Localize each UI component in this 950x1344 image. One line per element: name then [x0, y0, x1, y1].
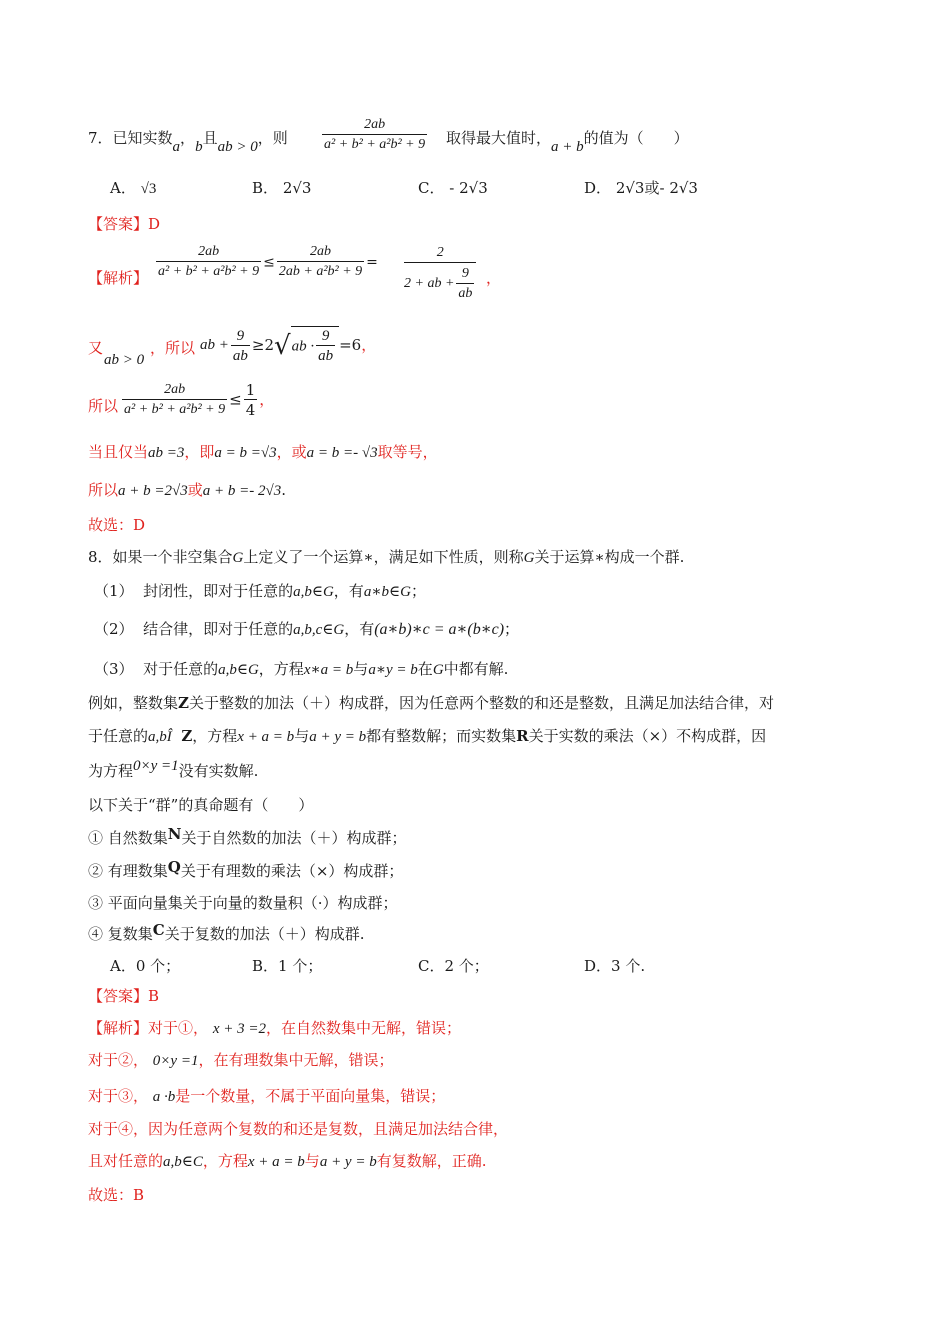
option-value: - 2√3: [449, 179, 488, 197]
frac-denominator: 4: [245, 401, 256, 419]
q8-choose: 故选：B: [88, 1186, 145, 1204]
q8-example-line1: [88, 693, 774, 713]
q8-statement-2: [88, 858, 404, 881]
expr-pre: ab +: [200, 337, 229, 353]
text: ，有: [344, 620, 375, 638]
q7-line2-cond: ab > 0: [104, 352, 145, 368]
text: 关于自然数的加法（＋）构成群；: [181, 829, 407, 847]
frac-numerator: 2ab: [198, 244, 220, 259]
math-bold: C: [152, 921, 165, 939]
frac-numerator: 9: [236, 327, 245, 344]
math: a,b,c∈G: [293, 622, 345, 638]
option-label: D．: [584, 179, 612, 197]
math: G: [523, 550, 535, 566]
frac-numerator: 1: [245, 381, 256, 399]
math: G: [432, 662, 444, 678]
q7-option-d: [584, 178, 698, 198]
math: a = b =- √3: [306, 445, 378, 461]
q8-answer: 【答案】B: [88, 987, 160, 1005]
math: x + 3 =2: [212, 1021, 266, 1037]
q7-line4: [88, 442, 438, 463]
q7-line3-so: 所以: [88, 397, 119, 415]
text: 在: [417, 660, 433, 678]
math: x + a = b: [247, 1154, 305, 1170]
frac-numerator: 2ab: [310, 244, 332, 259]
text: 对于①，: [148, 1019, 209, 1037]
q8-analysis-4: 对于④，因为任意两个复数的和还是复数，且满足加法结合律，: [88, 1120, 509, 1138]
math: 0×y =1: [152, 1053, 199, 1069]
math: a,b∈G: [293, 584, 334, 600]
text: 于任意的: [88, 727, 149, 745]
q7-analysis-line1-frac3: [404, 244, 476, 304]
q7-var-a: a: [172, 139, 181, 155]
text: 关于复数的加法（＋）构成群.: [164, 925, 365, 943]
q8-example-line2: [88, 726, 766, 747]
equals-six: =6: [339, 336, 362, 354]
text: 关于运算∗构成一个群.: [534, 548, 685, 566]
q7-condition: ab > 0: [217, 139, 258, 155]
eq-sign: =: [366, 254, 378, 271]
text: ，即: [184, 443, 215, 461]
math-bold: Z: [181, 727, 193, 745]
text: ，满足如下性质，则称: [373, 548, 524, 566]
frac-denominator-pre: 2 + ab +: [404, 275, 455, 291]
q7-frac-denominator: a² + b² + a²b² + 9: [322, 134, 427, 155]
q7-fraction: [320, 116, 429, 155]
option-label: B．: [252, 179, 279, 197]
math: a + y = b: [319, 1154, 377, 1170]
q8-option-d: D．3 个.: [584, 957, 646, 975]
q7-analysis-line1: [154, 243, 378, 282]
frac-denominator: ab: [231, 345, 250, 366]
q7-line3-expr: [120, 381, 274, 420]
label: （1）: [94, 582, 134, 600]
text: 上定义了一个运算: [243, 548, 364, 566]
sqrt-pre: ab ·: [291, 338, 315, 355]
q8-property-2: [94, 619, 519, 640]
text: ，方程: [258, 660, 304, 678]
option-value-2: - 2√3: [659, 179, 698, 197]
q7-var-b: b: [195, 139, 203, 155]
q7-comma: ，: [180, 129, 196, 147]
math: a = b =√3: [214, 445, 277, 461]
math-bold: N: [167, 825, 182, 843]
label: （3）: [94, 660, 134, 678]
q7-option-b: [252, 178, 311, 198]
text: 例如，整数集: [88, 694, 179, 712]
text: 8．如果一个非空集合: [88, 548, 233, 566]
q8-property-1: [94, 581, 426, 602]
option-or: 或: [644, 179, 660, 197]
text: ，方程: [202, 1152, 248, 1170]
option-label: A．: [110, 179, 136, 197]
frac-denominator: a² + b² + a²b² + 9: [122, 399, 227, 420]
q8-statement-3: ③ 平面向量集关于向量的数量积（·）构成群；: [88, 894, 398, 912]
text: ② 有理数集: [88, 862, 168, 880]
q7-answer: 【答案】D: [88, 215, 161, 233]
option-label: C．: [418, 179, 445, 197]
q7-choose: 故选：D: [88, 516, 146, 534]
text: 与: [353, 660, 369, 678]
q7-number: 7．已知实数: [88, 129, 173, 147]
frac-denominator: 2ab + a²b² + 9: [277, 261, 364, 282]
text: 封闭性，即对于任意的: [143, 582, 294, 600]
text: 关于实数的乘法（×）不构成群，因: [528, 727, 767, 745]
q7-stem: [88, 128, 288, 155]
text: 对于任意的: [143, 660, 219, 678]
q8-property-3: [94, 659, 508, 680]
q8-analysis-3: [88, 1086, 445, 1107]
math: ab =3: [148, 445, 185, 461]
math: a + b =- 2√3: [202, 483, 282, 499]
math: 0×y =1: [133, 758, 179, 774]
text: ，在自然数集中无解，错误；: [265, 1019, 461, 1037]
text: 中都有解.: [443, 660, 509, 678]
q7-sum: a + b: [551, 139, 584, 155]
option-value: √3: [140, 181, 157, 197]
text: .: [281, 481, 287, 499]
text: 关于整数的加法（＋）构成群，因为任意两个整数的和还是整数，且满足加法结合律，对: [188, 694, 774, 712]
q7-line1-end: ，: [486, 269, 502, 287]
math: G: [232, 550, 244, 566]
q7-tail: 的值为（ ）: [583, 129, 689, 147]
q8-statement-1: [88, 825, 407, 848]
text: ，方程: [192, 727, 238, 745]
q8-example-line3: [88, 758, 259, 782]
q8-analysis-1: [88, 1018, 461, 1039]
q8-question: 以下关于“群”的真命题有（ ）: [88, 796, 314, 814]
text: 为方程: [88, 762, 134, 780]
text: 结合律，即对于任意的: [143, 620, 294, 638]
leq-sign: ≤: [229, 390, 242, 409]
q8-intro: [88, 547, 684, 568]
q8-option-a: A．0 个；: [110, 957, 181, 975]
text: ① 自然数集: [88, 829, 168, 847]
text: 与: [294, 727, 310, 745]
frac-denominator: ab: [316, 345, 335, 366]
line-end: ，: [259, 390, 275, 409]
math: a,b∈G: [218, 662, 259, 678]
text: 没有实数解.: [178, 762, 259, 780]
text: ，或: [276, 443, 307, 461]
geq-two: ≥2: [251, 336, 274, 354]
inner-numerator: 9: [461, 266, 469, 281]
math: a,bÎ: [148, 729, 172, 745]
text: 对于②，: [88, 1051, 149, 1069]
frac-denominator: a² + b² + a²b² + 9: [156, 261, 261, 282]
q8-analysis-5: [88, 1151, 487, 1172]
q7-comma2: ，: [257, 129, 273, 147]
math-bold: Q: [167, 858, 181, 876]
analysis-label: 【解析】: [88, 1019, 149, 1037]
frac-numerator: 2ab: [164, 382, 186, 397]
math: a ·b: [152, 1089, 176, 1105]
q7-max-text: 取得最大值时，: [446, 129, 552, 147]
q8-option-b: B．1 个；: [252, 957, 323, 975]
q7-frac-numerator: 2ab: [364, 117, 386, 132]
text: 是一个数量，不属于平面向量集，错误；: [175, 1087, 446, 1105]
q8-analysis-2: [88, 1050, 393, 1071]
leq-sign: ≤: [263, 254, 275, 271]
text: 取等号，: [377, 443, 438, 461]
label: （2）: [94, 620, 134, 638]
sqrt-expression: √ab · $\frac{9}{ab}$: [274, 326, 339, 366]
q8-option-c: C．2 个；: [418, 957, 489, 975]
q7-option-c: [418, 178, 488, 198]
text: ④ 复数集: [88, 925, 153, 943]
text: 关于有理数的乘法（×）构成群；: [180, 862, 404, 880]
frac-numerator: 9: [321, 328, 330, 344]
q7-then: 则: [272, 129, 288, 147]
q8-statement-4: [88, 921, 365, 944]
text: 对于③，: [88, 1087, 149, 1105]
math: (a∗b)∗c = a∗(b∗c): [374, 621, 505, 638]
q7-line2-so: ，所以: [150, 339, 196, 357]
text: 与: [304, 1152, 320, 1170]
text: ，在有理数集中无解，错误；: [198, 1051, 394, 1069]
text: ，有: [333, 582, 364, 600]
frac-numerator: 2: [436, 245, 444, 260]
text: 当且仅当: [88, 443, 149, 461]
text: 有复数解，正确.: [376, 1152, 487, 1170]
option-value: 2√3: [615, 179, 645, 197]
math: x + a = b: [237, 729, 295, 745]
q7-analysis-label: 【解析】: [88, 269, 149, 287]
math: a∗b∈G: [363, 584, 411, 600]
math-bold: Z: [178, 694, 189, 712]
q7-stem-tail: [446, 128, 689, 155]
math: a + b =2√3: [118, 483, 188, 499]
math: a∗y = b: [368, 662, 418, 678]
option-value: 2√3: [282, 179, 312, 197]
q7-option-a: [110, 178, 156, 199]
text: ；: [410, 582, 426, 600]
text: 且对任意的: [88, 1152, 164, 1170]
q7-line2-you: 又: [88, 339, 104, 357]
q7-line5: [88, 480, 286, 501]
star-symbol: ∗: [363, 548, 374, 566]
text: 都有整数解；而实数集: [366, 727, 517, 745]
math: x∗a = b: [303, 662, 354, 678]
q7-line2-expr: [200, 326, 376, 366]
line-end: ，: [361, 336, 377, 354]
math: a + y = b: [309, 729, 367, 745]
inner-denominator: ab: [456, 283, 474, 304]
math-bold: R: [516, 727, 529, 745]
text: 所以: [88, 481, 119, 499]
text: 或: [187, 481, 203, 499]
math: a,b∈C: [163, 1154, 203, 1170]
text: ；: [504, 620, 520, 638]
q7-cond-pre: 且: [202, 129, 218, 147]
